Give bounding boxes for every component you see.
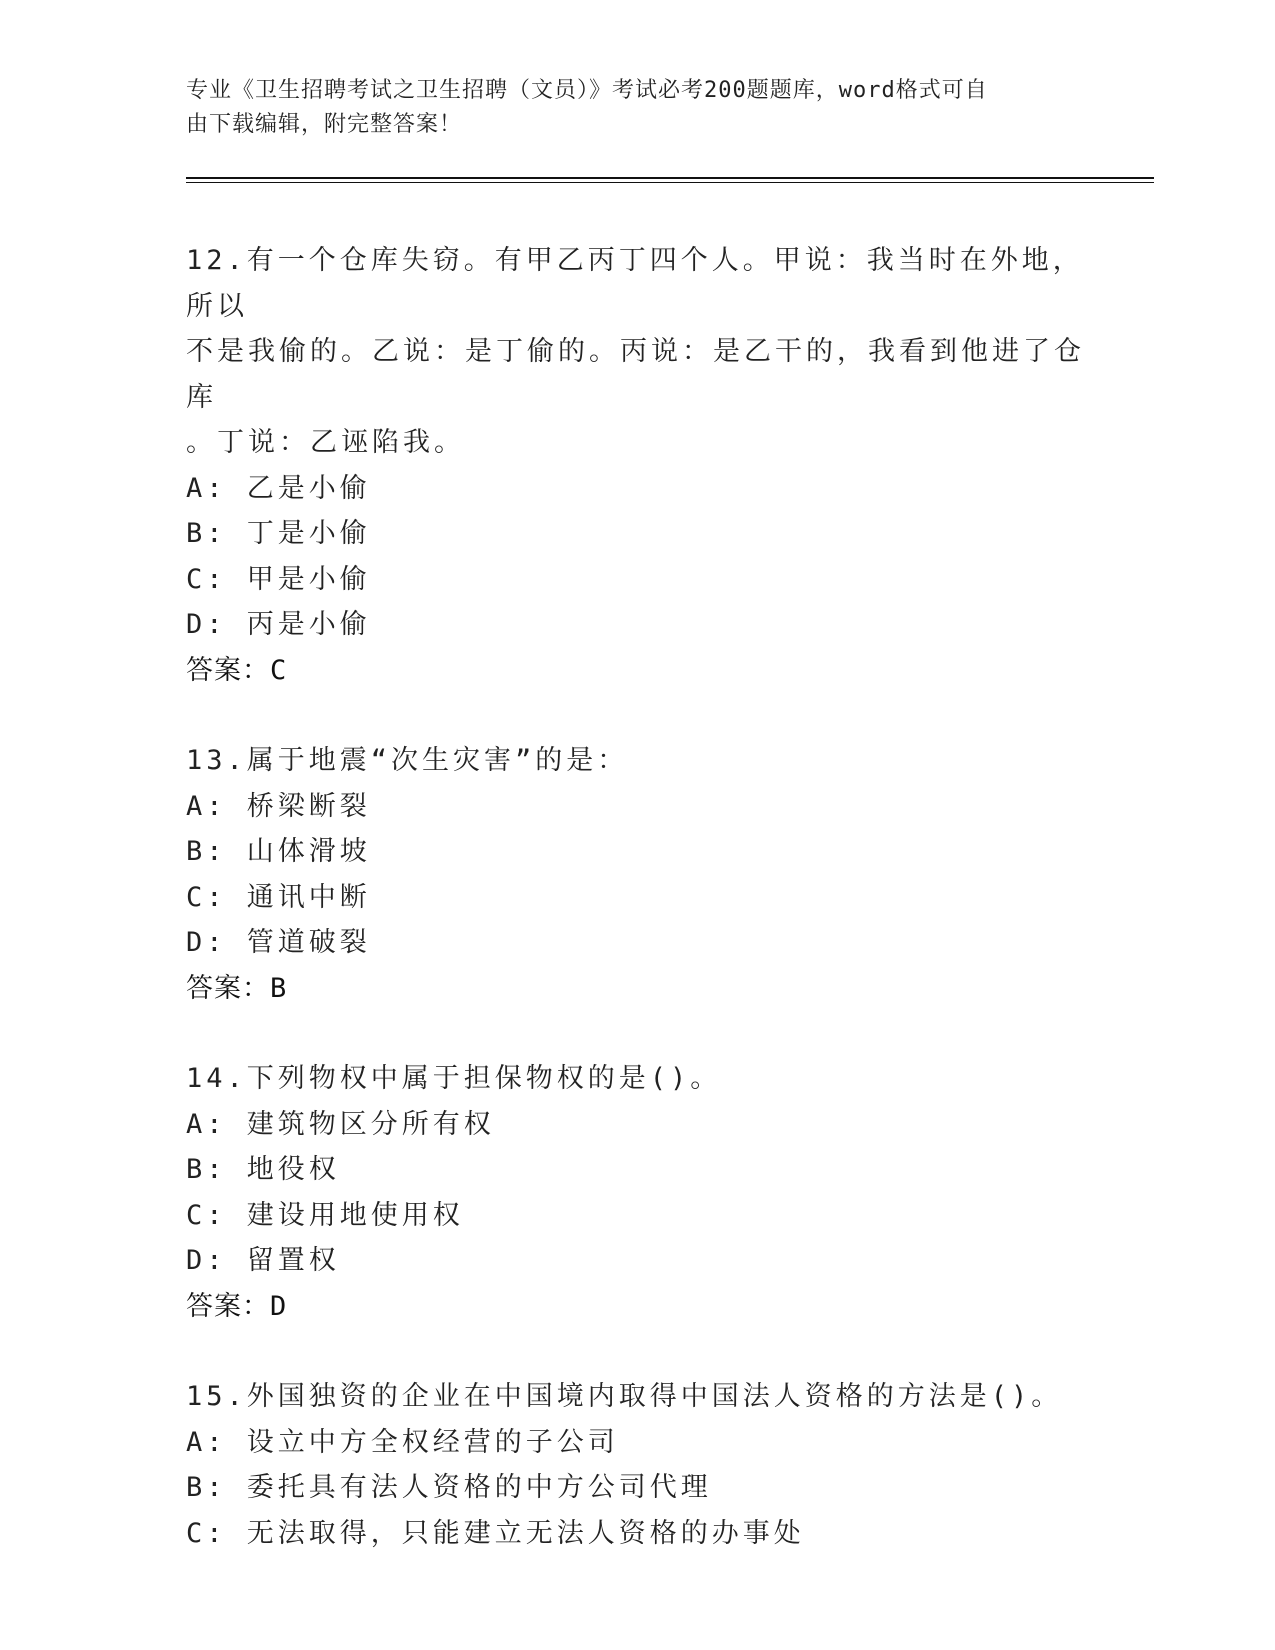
option-b: B: 山体滑坡 (186, 836, 371, 867)
option-d: D: 留置权 (186, 1245, 340, 1276)
option-b: B: 丁是小偷 (186, 518, 371, 549)
document-header (186, 74, 1066, 142)
option-a: A: 桥梁断裂 (186, 790, 371, 822)
header-rule (186, 177, 1154, 179)
question-stem-line: 15.外国独资的企业在中国境内取得中国法人资格的方法是()。 (186, 1381, 1063, 1412)
option-d: D: 管道破裂 (186, 927, 371, 958)
option-c: C: 通讯中断 (186, 881, 371, 913)
header-line: 专业《卫生招聘考试之卫生招聘（文员）》考试必考200题题库，word格式可自 (186, 78, 988, 103)
option-d: D: 丙是小偷 (186, 609, 371, 640)
option-c: C: 建设用地使用权 (186, 1199, 464, 1231)
question-15 (186, 1374, 1086, 1556)
question-13 (186, 738, 1086, 1011)
question-14 (186, 1056, 1086, 1329)
answer-line: 答案：C (186, 654, 288, 686)
header-rule-thin (186, 182, 1154, 183)
option-c: C: 甲是小偷 (186, 563, 371, 595)
option-b: B: 委托具有法人资格的中方公司代理 (186, 1472, 712, 1503)
question-stem-line: 12.有一个仓库失窃。有甲乙丙丁四个人。甲说：我当时在外地，所以 (186, 245, 1084, 322)
question-list (186, 238, 1086, 1601)
question-stem-line: 13.属于地震“次生灾害”的是： (186, 745, 629, 776)
question-stem-line: 14.下列物权中属于担保物权的是()。 (186, 1063, 722, 1094)
option-a: A: 乙是小偷 (186, 472, 371, 504)
option-a: A: 设立中方全权经营的子公司 (186, 1426, 619, 1458)
answer-line: 答案：B (186, 972, 288, 1004)
option-b: B: 地役权 (186, 1154, 340, 1185)
option-a: A: 建筑物区分所有权 (186, 1108, 495, 1140)
option-c: C: 无法取得，只能建立无法人资格的办事处 (186, 1517, 805, 1549)
question-12 (186, 238, 1086, 693)
answer-line: 答案：D (186, 1290, 288, 1322)
question-stem-line: 不是我偷的。乙说：是丁偷的。丙说：是乙干的，我看到他进了仓库 (186, 336, 1085, 413)
header-line: 由下载编辑，附完整答案！ (186, 112, 463, 137)
question-stem-line: 。丁说：乙诬陷我。 (186, 427, 465, 458)
